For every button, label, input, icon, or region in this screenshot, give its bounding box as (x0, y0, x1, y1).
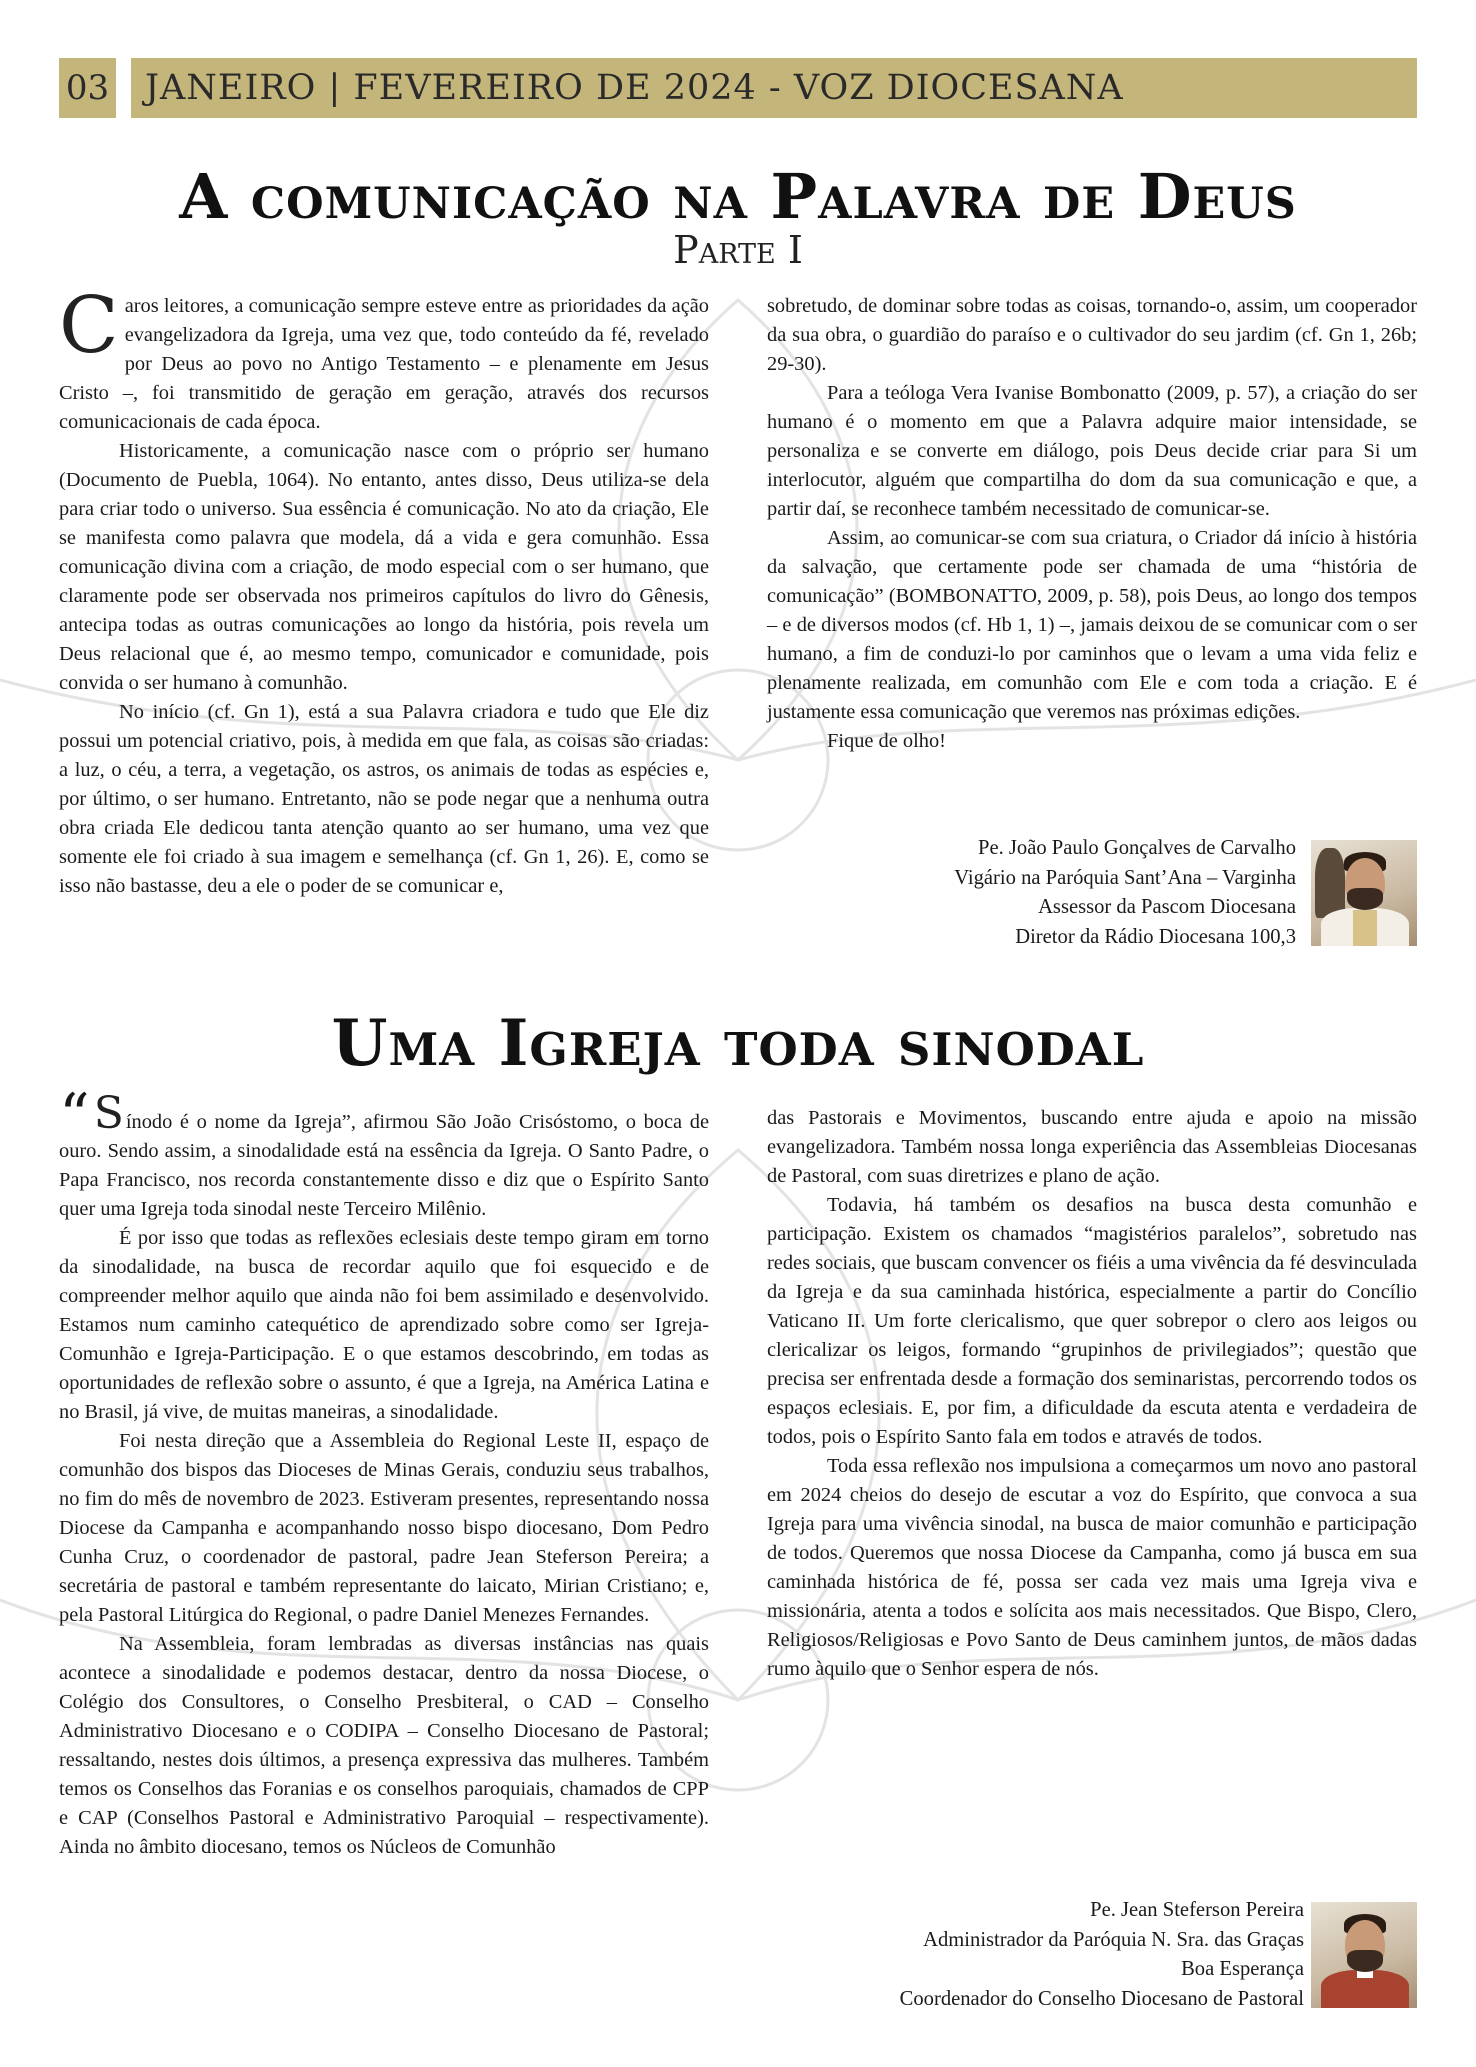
article2-paragraph: “Sínodo é o nome da Igreja”, afirmou São João Crisóstomo, o boca de ouro. Sendo assim, a sinodalidade está na essência da Igreja. O Santo Padre, o Papa Francisco, nos recorda constantemente disso e diz que o Espírito Santo quer uma Igreja toda sinodal neste Terceiro Milênio. (59, 1081, 709, 1220)
article1-paragraph: Para a teóloga Vera Ivanise Bombonatto (2009, p. 57), a criação do ser humano é o momento em que a Palavra adquire maior intensidade, se personaliza e se converte em diálogo, pois Deus decide criar para Si um interlocutor, alguém que compartilha do dom da sua comunicação e que, a partir daí, se reconhece também necessitado de comunicar-se. (767, 382, 1417, 520)
article1-paragraph: Caros leitores, a comunicação sempre esteve entre as prioridades da ação evangelizadora da Igreja, uma vez que, todo conteúdo da fé, revelado por Deus ao povo no Antigo Testamento – e plenamente em Jesus Cristo –, foi transmitido de geração em geração, através dos recursos comunicacionais de cada época. (59, 281, 709, 433)
author-name: Pe. Jean Steferson Pereira (1090, 1899, 1304, 1921)
article2-paragraph: É por isso que todas as reflexões eclesiais deste tempo giram em torno da sinodalidade, na busca de recordar aquilo que foi esquecido e de compreender melhor aquilo que ainda não foi bem assimilado e desenvolvido. Estamos num caminho catequético de aprendizado sobre como ser Igreja-Comunhão e Igreja-Participação. E o que estamos descobrindo, em todas as oportunidades de reflexão sobre o assunto, é que a Igreja, na América Latina e no Brasil, já vive, de muitas maneiras, a sinodalidade. (59, 1227, 709, 1423)
article2-signature (684, 1896, 1304, 2014)
page-number: 03 (59, 58, 116, 118)
article2-paragraph: Na Assembleia, foram lembradas as diversas instâncias nas quais acontece a sinodalidade e podemos destacar, dentro da nossa Diocese, o Colégio dos Consultores, o Conselho Presbiteral, o CAD – Conselho Administrativo Diocesano e o CODIPA – Conselho Diocesano de Pastoral; ressaltando, nestes dois últimos, a presença expressiva das mulheres. Também temos os Conselhos das Foranias e os conselhos paroquiais, chamados de CPP e CAP (Conselhos Pastoral e Administrativo Paroquial – respectivamente). Ainda no âmbito diocesano, temos os Núcleos de Comunhão (59, 1633, 709, 1858)
author-role: Vigário na Paróquia Sant’Ana – Varginha (954, 866, 1296, 889)
author-role: Boa Esperança (1181, 1958, 1304, 1980)
dropcap: S (93, 1088, 124, 1139)
article2-paragraph: Foi nesta direção que a Assembleia do Regional Leste II, espaço de comunhão dos bispos das Dioceses de Minas Gerais, conduziu seus trabalhos, no fim do mês de novembro de 2023. Estiveram presentes, representando nossa Diocese da Campanha e acompanhando nosso bispo diocesano, Dom Pedro Cunha Cruz, o coordenador de pastoral, padre Jean Steferson Pereira; a secretária de pastoral e também representante do laicato, Mirian Cristiano; e, pela Pastoral Litúrgica do Regional, o padre Daniel Menezes Fernandes. (59, 1430, 709, 1626)
article2-title: Uma Igreja toda sinodal (331, 1006, 1145, 1081)
article2-paragraph: Todavia, há também os desafios na busca desta comunhão e participação. Existem os chamados “magistérios paralelos”, sobretudo nas redes sociais, que buscam convencer os fiéis a uma vivência da fé desvinculada da Igreja e da sua caminhada histórica, especialmente a partir do Concílio Vaticano II. Um forte clericalismo, que quer sobrepor o clero aos leigos ou clericalizar os leigos, formando “grupinhos de privilegiados”; questão que precisa ser enfrentada desde a formação dos seminaristas, percorrendo todos os espaços eclesiais. E, por fim, a dificuldade da escuta atenta e verdadeira de todos, pois o Espírito Santo fala em todos e através de todos. (767, 1194, 1417, 1448)
dropcap: C (59, 281, 119, 371)
author-role: Diretor da Rádio Diocesana 100,3 (1015, 925, 1296, 948)
article1-paragraph: Fique de olho! (827, 730, 946, 752)
author-photo (1311, 1902, 1417, 2008)
article2-column-left (59, 1081, 709, 1862)
article1-signature (736, 834, 1296, 952)
author-role: Administrador da Paróquia N. Sra. das Graças (923, 1928, 1304, 1951)
author-role: Coordenador do Conselho Diocesano de Pastoral (899, 1987, 1304, 2010)
article2-paragraph: Toda essa reflexão nos impulsiona a começarmos um novo ano pastoral em 2024 cheios do desejo de escutar a voz do Espírito, que convoca a sua Igreja para uma vivência sinodal, na busca de maior comunhão e participação de todos. Queremos que nossa Diocese da Campanha, como já busca em sua caminhada histórica de fé, possa ser cada vez mais uma Igreja viva e missionária, atenta a todos e solícita aos mais necessitados. Que Bispo, Clero, Religiosos/Religiosas e Povo Santo de Deus caminhem juntos, de mãos dadas rumo àquilo que o Senhor espera de nós. (767, 1455, 1417, 1680)
article1-column-left (59, 281, 709, 901)
article1-paragraph: sobretudo, de dominar sobre todas as coisas, tornando-o, assim, um cooperador da sua obra, o guardião do paraíso e o cultivador do seu jardim (cf. Gn 1, 26b; 29-30). (767, 295, 1417, 375)
article1-paragraph: Historicamente, a comunicação nasce com o próprio ser humano (Documento de Puebla, 1064). No entanto, antes disso, Deus utiliza-se dela para criar todo o universo. Sua essência é comunicação. No ato da criação, Ele se manifesta como palavra que modela, dá a vida e gera comunhão. Essa comunicação divina com a criação, de modo especial com o ser humano, que claramente pode ser observada nos primeiros capítulos do livro do Gênesis, antecipa todas as outras comunicações ao longo da história, pois revela um Deus relacional que é, ao mesmo tempo, comunicador e comunidade, pois convida o ser humano à comunhão. (59, 440, 709, 694)
article1-paragraph: Assim, ao comunicar-se com sua criatura, o Criador dá início à história da salvação, que certamente pode ser chamada de uma “história de comunicação” (BOMBONATTO, 2009, p. 58), pois Deus, ao longo dos tempos – e de diversos modos (cf. Hb 1, 1) –, jamais deixou de se comunicar com o ser humano, a fim de conduzi-lo por caminhos que o levam a uma vida feliz e plenamente realizada, em comunhão com Ele e com toda a criação. E é justamente essa comunicação que veremos nas próximas edições. (767, 527, 1417, 723)
issue-header: JANEIRO | FEVEREIRO DE 2024 - VOZ DIOCESANA (131, 58, 1417, 118)
article1-title: A comunicação na Palavra de Deus (179, 160, 1297, 233)
article1-subtitle: Parte I (673, 228, 803, 272)
author-name: Pe. João Paulo Gonçalves de Carvalho (978, 837, 1296, 859)
quote-mark: “ (59, 1081, 90, 1151)
article1-column-right (767, 292, 1417, 756)
article1-paragraph: No início (cf. Gn 1), está a sua Palavra criadora e tudo que Ele diz possui um potencial criativo, pois, à medida em que fala, as coisas são criadas: a luz, o céu, a terra, a vegetação, os astros, os animais de todas as espécies e, por último, o ser humano. Entretanto, não se pode negar que a nenhuma outra obra criada Ele dedicou tanta atenção quanto ao ser humano, uma vez que somente ele foi criado à sua imagem e semelhança (cf. Gn 1, 26). E, como se isso não bastasse, deu a ele o poder de se comunicar e, (59, 701, 709, 897)
article2-paragraph: das Pastorais e Movimentos, buscando entre ajuda e apoio na missão evangelizadora. Também nossa longa experiência das Assembleias Diocesanas de Pastoral, com suas diretrizes e plano de ação. (767, 1107, 1417, 1187)
author-role: Assessor da Pascom Diocesana (1038, 896, 1296, 918)
author-photo (1311, 840, 1417, 946)
article2-column-right (767, 1104, 1417, 1684)
